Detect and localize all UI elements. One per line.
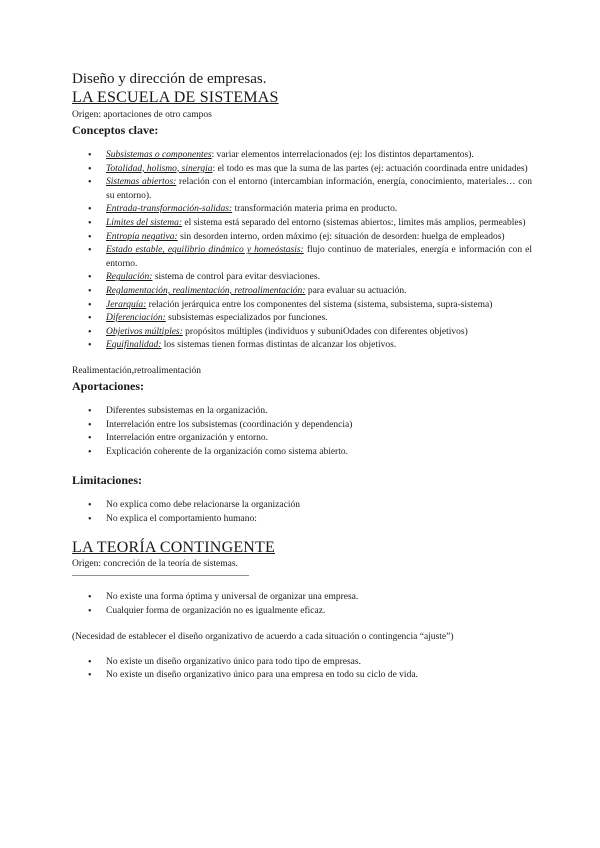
limitaciones-list (72, 499, 532, 526)
list-item: • No existe una forma óptima y universal de organizar una empresa. (72, 591, 532, 605)
section-heading-contingente: LA TEORÍA CONTINGENTE (72, 539, 275, 557)
list-item: • Subsistemas o componentes: variar elementos interrelacionados (ej: los distintos departamentos). (72, 149, 532, 163)
aportaciones-heading: Aportaciones: (72, 378, 144, 393)
list-item: • Totalidad, holismo, sinergia: el todo es mas que la suma de las partes (ej: actuación coordinada entre unidades) (72, 163, 532, 177)
list-item: • Interrelación entre organización y entorno. (72, 432, 532, 446)
concepts-list (72, 149, 532, 353)
note-text: (Necesidad de establecer el diseño organizativo de acuerdo a cada situación o contingencia “ajuste”) (72, 631, 454, 642)
origin-text: Origen: aportaciones de otro campos (72, 110, 212, 120)
list-item: • Interrelación entre los subsistemas (coordinación y dependencia) (72, 419, 532, 433)
list-item: • Diferentes subsistemas en la organización. (72, 405, 532, 419)
note-text: Realimentación,retroalimentación (72, 365, 201, 376)
list-item: • Entropía negativa: sin desorden interno, orden máximo (ej: situación de desorden: huelga de empleados) (72, 231, 532, 245)
list-item: • Jerarquía: relación jerárquica entre los componentes del sistema (sistema, subsistema, supra-sistema) (72, 299, 532, 313)
limitaciones-heading: Limitaciones: (72, 473, 142, 488)
origin-text: Origen: concreción de la teoría de sistemas. (72, 559, 238, 570)
contingente-list-2 (72, 656, 532, 683)
list-item: • Objetivos múltiples: propósitos múltiples (individuos y subuniOdades con diferentes objetivos) (72, 326, 532, 340)
list-item: • Entrada-transformación-salidas: transformación materia prima en producto. (72, 203, 532, 217)
list-item: • No explica como debe relacionarse la organización (72, 499, 532, 513)
list-item: • Sistemas abiertos: relación con el entorno (intercambian información, energía, conocimiento, materiales… con su entorno). (72, 176, 532, 203)
list-item: • No existe un diseño organizativo único para una empresa en todo su ciclo de vida. (72, 669, 532, 683)
list-item: • No explica el comportamiento humano: (72, 513, 532, 527)
list-item: • Equifinalidad: los sistemas tienen formas distintas de alcanzar los objetivos. (72, 339, 532, 353)
list-item: • No existe un diseño organizativo único para todo tipo de empresas. (72, 656, 532, 670)
concepts-heading: Conceptos clave: (72, 123, 159, 137)
document-page (72, 70, 532, 683)
aportaciones-list (72, 405, 532, 459)
list-item: • Regulación: sistema de control para evitar desviaciones. (72, 271, 532, 285)
list-item: • Diferenciación: subsistemas especializados por funciones. (72, 312, 532, 326)
list-item: • Cualquier forma de organización no es igualmente eficaz. (72, 605, 532, 619)
contingente-list (72, 591, 532, 618)
list-item: • Reglamentación, realimentación, retroalimentación: para evaluar su actuación. (72, 285, 532, 299)
list-item: • Explicación coherente de la organización como sistema abierto. (72, 446, 532, 460)
document-title: Diseño y dirección de empresas. (72, 71, 267, 87)
list-item: • Estado estable, equilibrio dinámico y homeóstasis: flujo continuo de materiales, energía e información con el entorno. (72, 244, 532, 271)
section-heading-sistemas: LA ESCUELA DE SISTEMAS (72, 89, 279, 106)
horizontal-rule: —————————————————————— (72, 571, 248, 580)
list-item: • Límites del sistema: el sistema está separado del entorno (sistemas abiertos:, límites más amplios, permeables) (72, 217, 532, 231)
